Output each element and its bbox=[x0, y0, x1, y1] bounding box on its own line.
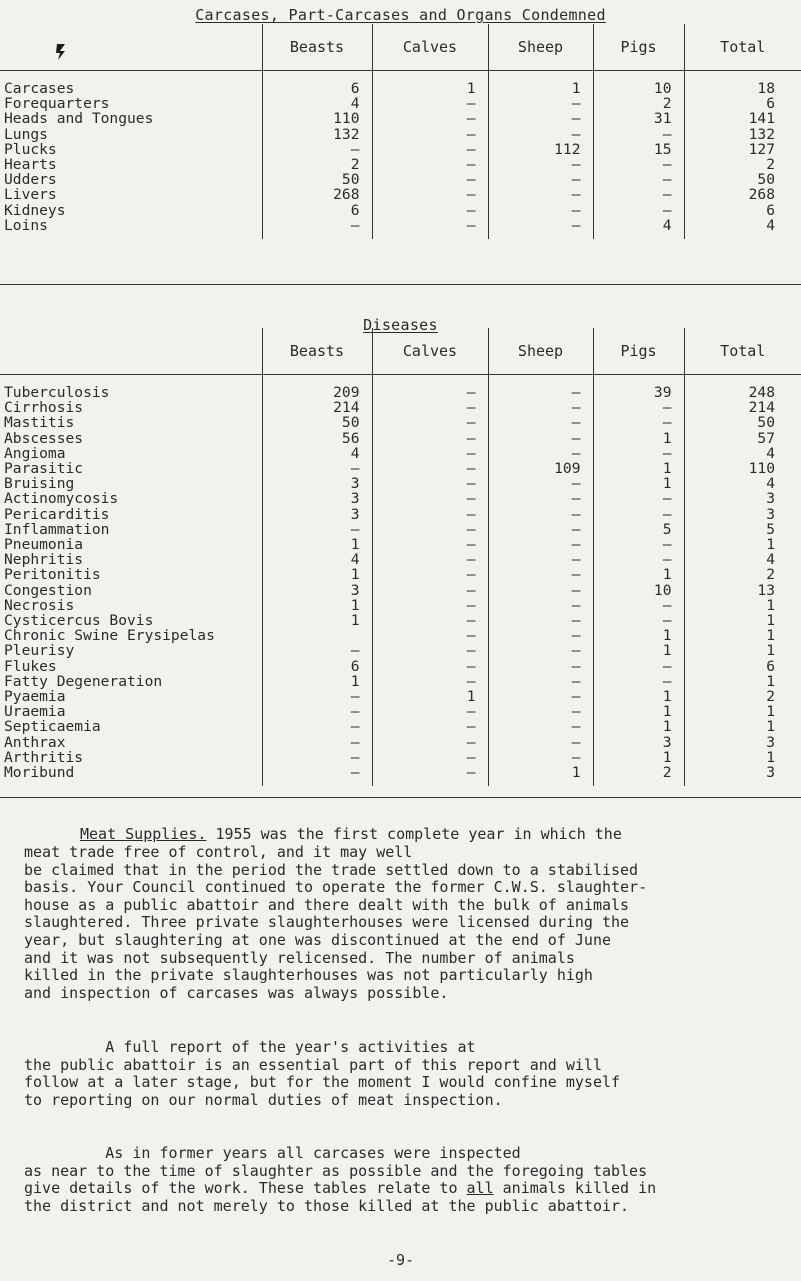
cell-sheep: – bbox=[488, 552, 593, 567]
row-label: Anthrax bbox=[4, 733, 66, 751]
col-header-pigs: Pigs bbox=[593, 328, 684, 375]
condemned-row bbox=[0, 172, 801, 187]
cell-total: 1 bbox=[684, 704, 801, 719]
diseases-header-blank bbox=[0, 328, 262, 375]
cell-calves: – bbox=[372, 598, 488, 613]
cell-calves: – bbox=[372, 522, 488, 537]
disease-row bbox=[0, 461, 801, 476]
cell-beasts: 4 bbox=[262, 552, 372, 567]
condemned-body bbox=[0, 81, 801, 239]
cell-calves: – bbox=[372, 461, 488, 476]
disease-row bbox=[0, 446, 801, 461]
row-label: Actinomycosis bbox=[4, 490, 119, 508]
cell-sheep: – bbox=[488, 537, 593, 552]
cell-total: 1 bbox=[684, 598, 801, 613]
cell-calves: 1 bbox=[372, 81, 488, 96]
cell-pigs: – bbox=[593, 203, 684, 218]
cell-beasts: 1 bbox=[262, 674, 372, 689]
row-label: Forequarters bbox=[4, 95, 110, 113]
cell-calves: – bbox=[372, 157, 488, 172]
cell-sheep: – bbox=[488, 203, 593, 218]
disease-row bbox=[0, 613, 801, 628]
cell-total: 18 bbox=[684, 81, 801, 96]
paragraph-first-line: 1955 was the first complete year in which the bbox=[206, 825, 622, 843]
cell-pigs: 5 bbox=[593, 522, 684, 537]
heading-condemned-text: Carcases, Part-Carcases and Organs Condemned bbox=[195, 6, 606, 24]
cell-beasts: – bbox=[262, 704, 372, 719]
cell-beasts: – bbox=[262, 522, 372, 537]
cell-calves: – bbox=[372, 765, 488, 786]
cell-pigs: – bbox=[593, 157, 684, 172]
cell-pigs: 3 bbox=[593, 735, 684, 750]
cell-beasts: 4 bbox=[262, 446, 372, 461]
row-label: Plucks bbox=[4, 140, 57, 158]
row-label: Moribund bbox=[4, 764, 75, 782]
cell-beasts: 214 bbox=[262, 400, 372, 415]
condemned-spacer-row bbox=[0, 71, 801, 82]
cell-pigs: – bbox=[593, 187, 684, 202]
cell-beasts: – bbox=[262, 461, 372, 476]
condemned-header-row bbox=[0, 24, 801, 71]
condemned-row bbox=[0, 81, 801, 96]
cell-pigs: – bbox=[593, 537, 684, 552]
cell-sheep: – bbox=[488, 476, 593, 491]
cell-pigs: 1 bbox=[593, 461, 684, 476]
cell-sheep: – bbox=[488, 187, 593, 202]
disease-row bbox=[0, 522, 801, 537]
cell-beasts: – bbox=[262, 765, 372, 786]
diseases-table bbox=[0, 328, 801, 786]
cell-beasts: – bbox=[262, 719, 372, 734]
disease-row bbox=[0, 674, 801, 689]
row-label: Nephritis bbox=[4, 551, 84, 569]
heading-diseases-text: Diseases bbox=[363, 316, 438, 334]
cell-sheep: – bbox=[488, 172, 593, 187]
cell-beasts: 3 bbox=[262, 507, 372, 522]
cell-sheep: – bbox=[488, 567, 593, 582]
cell-beasts: 1 bbox=[262, 567, 372, 582]
cell-pigs: – bbox=[593, 598, 684, 613]
cell-calves: – bbox=[372, 613, 488, 628]
cell-calves: – bbox=[372, 674, 488, 689]
cell-calves: – bbox=[372, 415, 488, 430]
col-header-calves: Calves bbox=[372, 328, 488, 375]
cell-calves: – bbox=[372, 400, 488, 415]
disease-row bbox=[0, 750, 801, 765]
row-label: Carcases bbox=[4, 80, 75, 97]
condemned-row bbox=[0, 187, 801, 202]
disease-row bbox=[0, 583, 801, 598]
cell-sheep: – bbox=[488, 613, 593, 628]
cell-beasts: 6 bbox=[262, 659, 372, 674]
cell-total: 50 bbox=[684, 172, 801, 187]
cell-pigs: 2 bbox=[593, 765, 684, 786]
paragraph-meat-supplies-body: meat trade free of control, and it may well be claimed that in the period the trade settled down to a stabilised basis. Your Council continued to operate the former C.W.S. slaughter- house as a public abattoir and there dealt with the bulk of animals slaughtered. Three private slaughterhouses were licensed during the year, but slaughtering at one was discontinued at the end of June and it was not subsequently relicensed. The number of animals killed in the private slaughterhouses was not particularly high and inspection of carcases was always possible. bbox=[24, 843, 648, 1002]
cell-calves: – bbox=[372, 643, 488, 658]
cell-sheep: – bbox=[488, 446, 593, 461]
col-header-pigs: Pigs bbox=[593, 24, 684, 71]
cell-total: 13 bbox=[684, 583, 801, 598]
col-header-beasts: Beasts bbox=[262, 24, 372, 71]
cell-total: 5 bbox=[684, 522, 801, 537]
row-label: Pericarditis bbox=[4, 505, 110, 523]
cell-beasts: 3 bbox=[262, 583, 372, 598]
condemned-table bbox=[0, 24, 801, 239]
row-label: Livers bbox=[4, 186, 57, 204]
row-label: Bruising bbox=[4, 475, 75, 493]
cell-pigs: – bbox=[593, 613, 684, 628]
cell-calves: – bbox=[372, 142, 488, 157]
col-header-total: Total bbox=[684, 328, 801, 375]
row-label: Pleurisy bbox=[4, 642, 75, 660]
disease-row bbox=[0, 507, 801, 522]
cell-total: 57 bbox=[684, 431, 801, 446]
cell-beasts: 132 bbox=[262, 127, 372, 142]
cell-sheep: – bbox=[488, 127, 593, 142]
cell-calves: – bbox=[372, 127, 488, 142]
cell-total: 4 bbox=[684, 552, 801, 567]
cell-sheep: – bbox=[488, 735, 593, 750]
col-header-beasts: Beasts bbox=[262, 328, 372, 375]
cell-total: 268 bbox=[684, 187, 801, 202]
cell-calves: – bbox=[372, 628, 488, 643]
row-label: Tuberculosis bbox=[4, 384, 110, 401]
cell-sheep: – bbox=[488, 583, 593, 598]
cell-pigs: 10 bbox=[593, 583, 684, 598]
disease-row bbox=[0, 735, 801, 750]
cell-total: 4 bbox=[684, 476, 801, 491]
cell-sheep: – bbox=[488, 96, 593, 111]
cell-pigs: 1 bbox=[593, 643, 684, 658]
cell-calves: – bbox=[372, 385, 488, 400]
cell-sheep: – bbox=[488, 111, 593, 126]
condemned-row bbox=[0, 218, 801, 239]
row-label: Cirrhosis bbox=[4, 399, 84, 417]
cell-pigs: – bbox=[593, 415, 684, 430]
cell-total: 2 bbox=[684, 567, 801, 582]
cell-calves: – bbox=[372, 446, 488, 461]
cell-pigs: – bbox=[593, 172, 684, 187]
row-label: Flukes bbox=[4, 657, 57, 675]
row-label: Hearts bbox=[4, 156, 57, 174]
cell-total: 3 bbox=[684, 507, 801, 522]
cell-calves: – bbox=[372, 750, 488, 765]
cell-pigs: 4 bbox=[593, 218, 684, 239]
condemned-row bbox=[0, 127, 801, 142]
cell-pigs: 1 bbox=[593, 750, 684, 765]
cell-calves: – bbox=[372, 583, 488, 598]
cell-pigs: 1 bbox=[593, 476, 684, 491]
disease-row bbox=[0, 552, 801, 567]
cell-sheep: – bbox=[488, 674, 593, 689]
cell-beasts: 209 bbox=[262, 385, 372, 400]
cell-total: 6 bbox=[684, 96, 801, 111]
cell-total: 3 bbox=[684, 765, 801, 786]
row-label: Abscesses bbox=[4, 429, 84, 447]
cell-calves: – bbox=[372, 172, 488, 187]
cell-total: 6 bbox=[684, 659, 801, 674]
cell-total: 1 bbox=[684, 643, 801, 658]
row-label: Necrosis bbox=[4, 596, 75, 614]
row-label: Parasitic bbox=[4, 460, 84, 478]
table-bottom-rule bbox=[0, 797, 801, 798]
cell-sheep: – bbox=[488, 157, 593, 172]
cell-pigs: 1 bbox=[593, 431, 684, 446]
condemned-row bbox=[0, 203, 801, 218]
row-label: Cysticercus Bovis bbox=[4, 612, 154, 630]
disease-row bbox=[0, 704, 801, 719]
cell-total: 132 bbox=[684, 127, 801, 142]
cell-sheep: – bbox=[488, 491, 593, 506]
cell-pigs: 1 bbox=[593, 704, 684, 719]
cell-sheep: – bbox=[488, 643, 593, 658]
cell-calves: – bbox=[372, 491, 488, 506]
cell-beasts: 268 bbox=[262, 187, 372, 202]
disease-row bbox=[0, 491, 801, 506]
row-label: Pyaemia bbox=[4, 688, 66, 706]
section-divider bbox=[0, 284, 801, 285]
col-header-sheep: Sheep bbox=[488, 328, 593, 375]
cell-beasts: 2 bbox=[262, 157, 372, 172]
cell-calves: – bbox=[372, 203, 488, 218]
cell-pigs: – bbox=[593, 491, 684, 506]
cell-total: 248 bbox=[684, 385, 801, 400]
cell-sheep: – bbox=[488, 750, 593, 765]
row-label: Heads and Tongues bbox=[4, 110, 154, 128]
cell-sheep: – bbox=[488, 628, 593, 643]
cell-total: 214 bbox=[684, 400, 801, 415]
row-label: Pneumonia bbox=[4, 536, 84, 554]
disease-row bbox=[0, 689, 801, 704]
cell-sheep: 1 bbox=[488, 765, 593, 786]
paragraph-inspection-after: animals killed in the district and not merely to those killed at the public abattoir. bbox=[24, 1179, 657, 1215]
cell-sheep: – bbox=[488, 400, 593, 415]
disease-row bbox=[0, 400, 801, 415]
cell-calves: – bbox=[372, 187, 488, 202]
cell-pigs: 1 bbox=[593, 567, 684, 582]
cell-total: 4 bbox=[684, 218, 801, 239]
cell-beasts: 6 bbox=[262, 203, 372, 218]
cell-pigs: – bbox=[593, 446, 684, 461]
cell-total: 50 bbox=[684, 415, 801, 430]
row-label: Fatty Degeneration bbox=[4, 672, 163, 690]
page-number: -9- bbox=[386, 1251, 415, 1269]
cell-beasts: 50 bbox=[262, 172, 372, 187]
condemned-row bbox=[0, 157, 801, 172]
col-header-sheep: Sheep bbox=[488, 24, 593, 71]
cell-calves: – bbox=[372, 659, 488, 674]
condemned-row bbox=[0, 111, 801, 126]
cell-total: 110 bbox=[684, 461, 801, 476]
row-label: Chronic Swine Erysipelas bbox=[4, 627, 215, 645]
cell-total: 1 bbox=[684, 628, 801, 643]
cell-pigs: 1 bbox=[593, 689, 684, 704]
cell-beasts: – bbox=[262, 142, 372, 157]
disease-row bbox=[0, 659, 801, 674]
cell-calves: – bbox=[372, 96, 488, 111]
cell-sheep: – bbox=[488, 659, 593, 674]
cell-calves: – bbox=[372, 431, 488, 446]
cell-total: 3 bbox=[684, 491, 801, 506]
cell-calves: – bbox=[372, 218, 488, 239]
cell-sheep: – bbox=[488, 719, 593, 734]
cell-beasts: 110 bbox=[262, 111, 372, 126]
paragraph-meat-supplies bbox=[80, 826, 780, 844]
cell-beasts: 56 bbox=[262, 431, 372, 446]
condemned-header-blank bbox=[0, 24, 262, 71]
disease-row bbox=[0, 567, 801, 582]
cell-beasts: 3 bbox=[262, 476, 372, 491]
cell-beasts: 4 bbox=[262, 96, 372, 111]
cell-calves: 1 bbox=[372, 689, 488, 704]
disease-row bbox=[0, 643, 801, 658]
cell-beasts: 1 bbox=[262, 613, 372, 628]
cell-pigs: – bbox=[593, 507, 684, 522]
cell-sheep: – bbox=[488, 522, 593, 537]
cell-calves: – bbox=[372, 552, 488, 567]
row-label: Arthritis bbox=[4, 748, 84, 766]
cell-calves: – bbox=[372, 537, 488, 552]
cell-sheep: – bbox=[488, 385, 593, 400]
cell-total: 141 bbox=[684, 111, 801, 126]
cell-sheep: – bbox=[488, 689, 593, 704]
cell-pigs: – bbox=[593, 127, 684, 142]
diseases-body bbox=[0, 385, 801, 786]
cell-sheep: – bbox=[488, 507, 593, 522]
paragraph-inspection bbox=[24, 1145, 794, 1215]
cell-pigs: 1 bbox=[593, 628, 684, 643]
cell-pigs: 2 bbox=[593, 96, 684, 111]
paragraph-inspection-emph: all bbox=[466, 1179, 494, 1198]
cell-calves: – bbox=[372, 507, 488, 522]
row-label: Peritonitis bbox=[4, 566, 101, 584]
diseases-header-row bbox=[0, 328, 801, 375]
disease-row bbox=[0, 598, 801, 613]
cell-calves: – bbox=[372, 719, 488, 734]
cell-total: 4 bbox=[684, 446, 801, 461]
cell-total: 1 bbox=[684, 537, 801, 552]
cell-beasts: 50 bbox=[262, 415, 372, 430]
cell-beasts: 1 bbox=[262, 537, 372, 552]
paragraph-lead: Meat Supplies. bbox=[80, 825, 207, 843]
cell-pigs: – bbox=[593, 674, 684, 689]
cell-calves: – bbox=[372, 567, 488, 582]
row-label: Mastitis bbox=[4, 414, 75, 432]
cell-calves: – bbox=[372, 735, 488, 750]
cell-total: 1 bbox=[684, 719, 801, 734]
row-label: Lungs bbox=[4, 125, 48, 143]
row-label: Septicaemia bbox=[4, 718, 101, 736]
row-label: Angioma bbox=[4, 444, 66, 462]
cell-sheep: 112 bbox=[488, 142, 593, 157]
cell-pigs: 39 bbox=[593, 385, 684, 400]
disease-row bbox=[0, 537, 801, 552]
cell-pigs: – bbox=[593, 400, 684, 415]
cell-sheep: 109 bbox=[488, 461, 593, 476]
cell-sheep: – bbox=[488, 415, 593, 430]
disease-row bbox=[0, 628, 801, 643]
cell-pigs: – bbox=[593, 659, 684, 674]
cell-beasts: – bbox=[262, 218, 372, 239]
cell-sheep: – bbox=[488, 218, 593, 239]
cell-pigs: – bbox=[593, 552, 684, 567]
diseases-spacer-row bbox=[0, 375, 801, 386]
cell-calves: – bbox=[372, 704, 488, 719]
cell-sheep: – bbox=[488, 598, 593, 613]
col-header-total: Total bbox=[684, 24, 801, 71]
cell-pigs: 15 bbox=[593, 142, 684, 157]
cell-total: 1 bbox=[684, 613, 801, 628]
cell-pigs: 10 bbox=[593, 81, 684, 96]
condemned-row bbox=[0, 142, 801, 157]
row-label: Congestion bbox=[4, 581, 92, 599]
cell-pigs: 1 bbox=[593, 719, 684, 734]
cell-beasts: – bbox=[262, 750, 372, 765]
cell-total: 2 bbox=[684, 689, 801, 704]
cell-beasts: – bbox=[262, 643, 372, 658]
row-label: Uraemia bbox=[4, 703, 66, 721]
cell-total: 1 bbox=[684, 674, 801, 689]
disease-row bbox=[0, 765, 801, 786]
cell-pigs: 31 bbox=[593, 111, 684, 126]
row-label: Inflammation bbox=[4, 520, 110, 538]
disease-row bbox=[0, 476, 801, 491]
row-label: Loins bbox=[4, 216, 48, 234]
cell-calves: – bbox=[372, 111, 488, 126]
heading-condemned bbox=[0, 6, 801, 24]
cell-total: 3 bbox=[684, 735, 801, 750]
col-header-calves: Calves bbox=[372, 24, 488, 71]
disease-row bbox=[0, 431, 801, 446]
cell-calves: – bbox=[372, 476, 488, 491]
cell-beasts: – bbox=[262, 735, 372, 750]
cell-total: 127 bbox=[684, 142, 801, 157]
disease-row bbox=[0, 719, 801, 734]
cell-total: 6 bbox=[684, 203, 801, 218]
cell-beasts bbox=[262, 628, 372, 643]
cell-sheep: – bbox=[488, 704, 593, 719]
condemned-row bbox=[0, 96, 801, 111]
paragraph-inspection-before: As in former years all carcases were inspected as near to the time of slaughter as possible and the foregoing tables give details of the work. These tables relate to bbox=[24, 1144, 648, 1198]
cell-beasts: – bbox=[262, 689, 372, 704]
cell-sheep: 1 bbox=[488, 81, 593, 96]
cell-beasts: 1 bbox=[262, 598, 372, 613]
cell-beasts: 6 bbox=[262, 81, 372, 96]
cell-sheep: – bbox=[488, 431, 593, 446]
cell-total: 2 bbox=[684, 157, 801, 172]
row-label: Udders bbox=[4, 171, 57, 189]
cell-beasts: 3 bbox=[262, 491, 372, 506]
paragraph-abattoir-report: A full report of the year's activities at the public abattoir is an essential part of this report and will follow at a later stage, but for the moment I would confine myself to reporting on our normal duties of meat inspection. bbox=[24, 1038, 621, 1109]
disease-row bbox=[0, 415, 801, 430]
row-label: Kidneys bbox=[4, 201, 66, 219]
cell-total: 1 bbox=[684, 750, 801, 765]
disease-row bbox=[0, 385, 801, 400]
